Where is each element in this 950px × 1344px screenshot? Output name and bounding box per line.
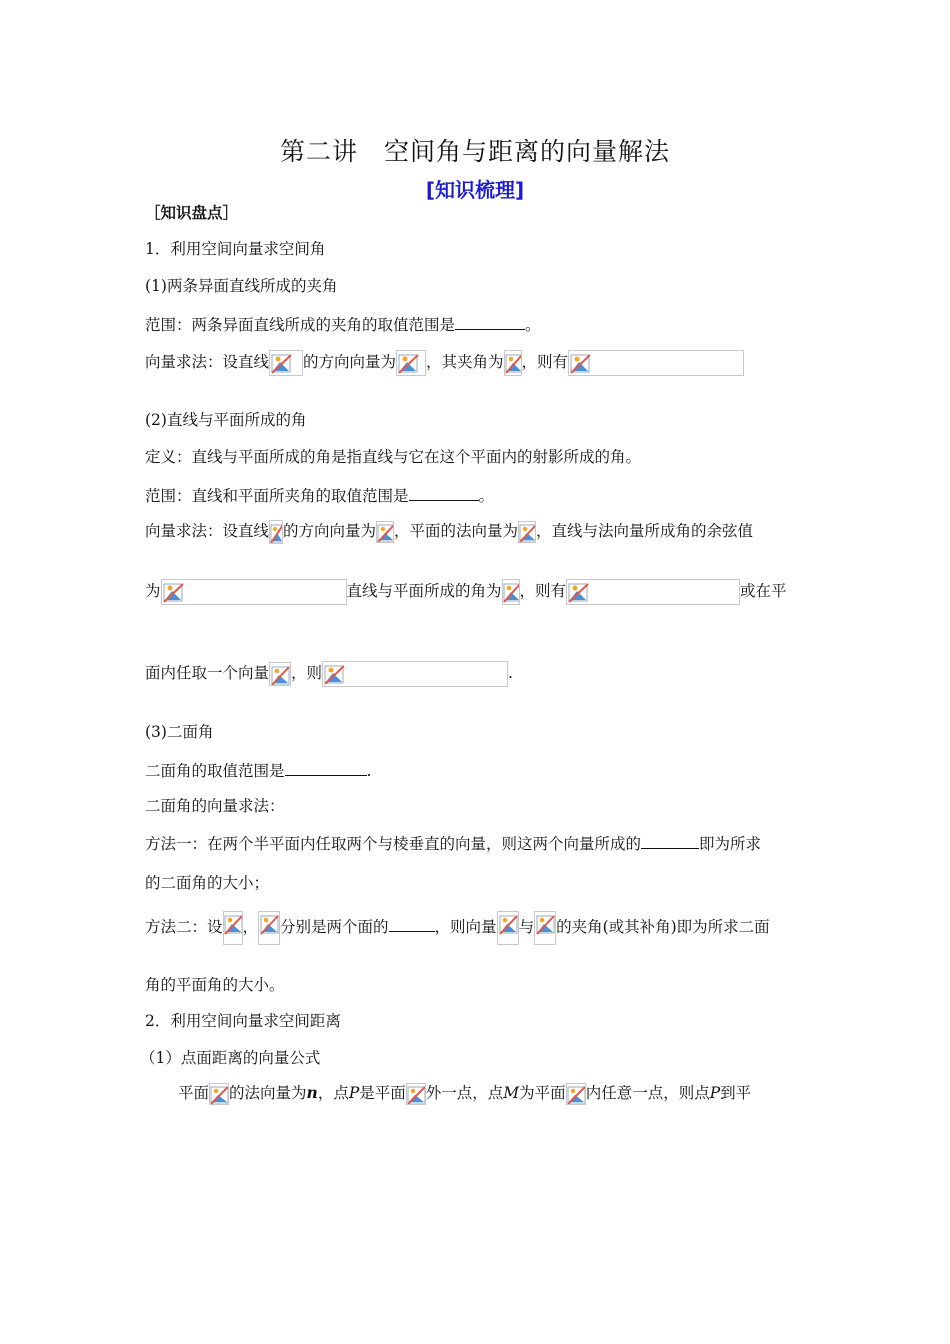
paragraph-method-two-cont: 角的平面角的大小。 [145,976,285,994]
fill-blank[interactable] [389,915,435,932]
point-symbol: P [709,1084,721,1102]
text: 外一点，点 [425,1084,504,1102]
text: 到平 [720,1084,752,1102]
formula-image [322,661,508,687]
formula-image [258,911,280,945]
point-symbol: P [348,1084,360,1102]
formula-image [502,579,520,605]
text: 面内任取一个向量 [145,664,270,682]
text: 范围：直线和平面所夹角的取值范围是 [145,487,409,505]
section-subtitle: [知识梳理] [425,178,525,202]
formula-image [566,1083,586,1105]
text: ，其夹角为 [426,353,504,371]
formula-image [406,1083,426,1105]
paragraph-method-one [145,832,761,854]
normal-vector-symbol: n [306,1083,318,1102]
text: ，则 [291,664,323,682]
fill-blank[interactable] [641,832,699,849]
formula-image [223,911,243,945]
subitem-3-heading: (3)二面角 [145,723,214,741]
text: 范围：两条异面直线所成的夹角的取值范围是 [145,316,456,334]
formula-image [376,521,394,543]
text: 分别是两个面的 [280,918,389,936]
text: 即为所求 [699,835,762,853]
text: ，则有 [521,353,569,371]
text: ，则有 [519,582,567,600]
text: 为 [145,582,161,600]
paragraph-arbitrary-vector [145,661,513,687]
paragraph-cosine [145,579,787,605]
paragraph-point-plane [178,1083,751,1105]
item-1-heading: 1．利用空间向量求空间角 [145,240,326,258]
text: 的法向量为 [229,1084,307,1102]
point-symbol: M [503,1084,520,1102]
paragraph-definition: 定义：直线与平面所成的角是指直线与它在这个平面内的射影所成的角。 [145,448,642,466]
text: 平面 [178,1084,210,1102]
text: ，平面的法向量为 [394,522,519,540]
formula-image [209,1083,229,1105]
formula-image [269,662,291,686]
text: 内任意一点，则点 [585,1084,710,1102]
text: ，直线与法向量所成角的余弦值 [536,522,754,540]
formula-image [161,579,347,605]
text: 方法一：在两个半平面内任取两个与棱垂直的向量，则这两个向量所成的 [145,835,642,853]
knowledge-heading: ［知识盘点］ [145,203,239,222]
paragraph-vector-skew [145,350,744,376]
text: 为平面 [519,1084,566,1102]
fill-blank[interactable] [409,484,479,501]
fill-blank[interactable] [455,313,525,330]
text: 向量求法：设直线 [145,353,270,371]
formula-image [568,350,744,376]
text: ， [242,918,259,936]
formula-image [497,911,519,945]
subitem-1-heading: (1)两条异面直线所成的夹角 [145,277,338,295]
text: ，点 [317,1084,349,1102]
text: 。 [478,487,495,505]
formula-image [269,520,283,544]
formula-image [534,911,556,945]
text: 与 [518,918,535,936]
paragraph-range-skew [145,313,541,335]
text: 的夹角(或其补角)即为所求二面 [556,918,770,936]
formula-image [566,579,740,605]
paragraph-method-one-cont: 的二面角的大小； [145,874,270,892]
formula-image [518,521,536,543]
text: 的方向向量为 [303,353,397,371]
paragraph-dihedral-method: 二面角的向量求法： [145,797,285,815]
paragraph-vector-line-plane [145,520,753,544]
item-2-heading: 2．利用空间向量求空间距离 [145,1012,341,1030]
paragraph-range-line-plane [145,484,494,506]
text: ，则向量 [434,918,497,936]
text: 的方向向量为 [283,522,377,540]
formula-image [269,350,303,376]
text: 向量求法：设直线 [145,522,270,540]
text: 是平面 [359,1084,406,1102]
text: 。 [525,316,541,334]
page-title: 第二讲 空间角与距离的向量解法 [279,137,670,166]
formula-image [396,350,426,376]
text: 方法二：设 [145,918,223,936]
text: . [366,762,372,780]
subitem-2-heading: (2)直线与平面所成的角 [145,411,307,429]
paragraph-method-two [145,911,770,945]
text: 直线与平面所成的角为 [346,582,502,600]
text: 二面角的取值范围是 [145,762,285,780]
text: . [508,664,513,682]
fill-blank[interactable] [285,759,367,776]
paragraph-dihedral-range [145,759,371,781]
subitem-distance-heading: （1）点面距离的向量公式 [140,1049,321,1067]
formula-image [504,350,522,376]
text: 或在平 [740,582,787,600]
